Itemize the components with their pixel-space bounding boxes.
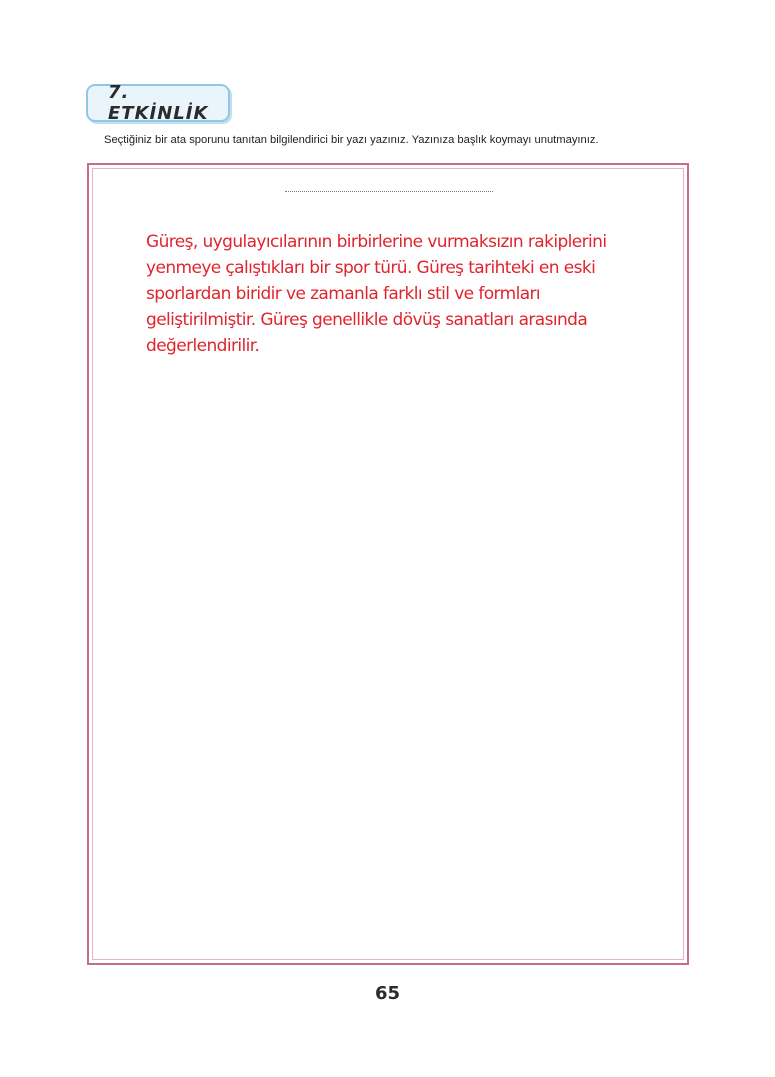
instructions-text: Seçtiğiniz bir ata sporunu tanıtan bilgilendirici bir yazı yazınız. Yazınıza başlık koymayı unutmayınız. [104, 134, 599, 146]
page-number: 65 [374, 983, 401, 1004]
title-dotted-line [285, 191, 493, 192]
answer-text: Güreş, uygulayıcılarının birbirlerine vurmaksızın rakiplerini yenmeye çalıştıkları bir spor türü. Güreş tarihteki en eski sporlardan biridir ve zamanla farklı stil ve formları geliştirilmiştir. Güreş genellikle dövüş sanatları arasında değerlendirilir. [146, 232, 607, 356]
writing-frame [87, 163, 689, 965]
activity-badge [86, 84, 230, 122]
activity-title: 7. ETKİNLİK [108, 82, 209, 124]
